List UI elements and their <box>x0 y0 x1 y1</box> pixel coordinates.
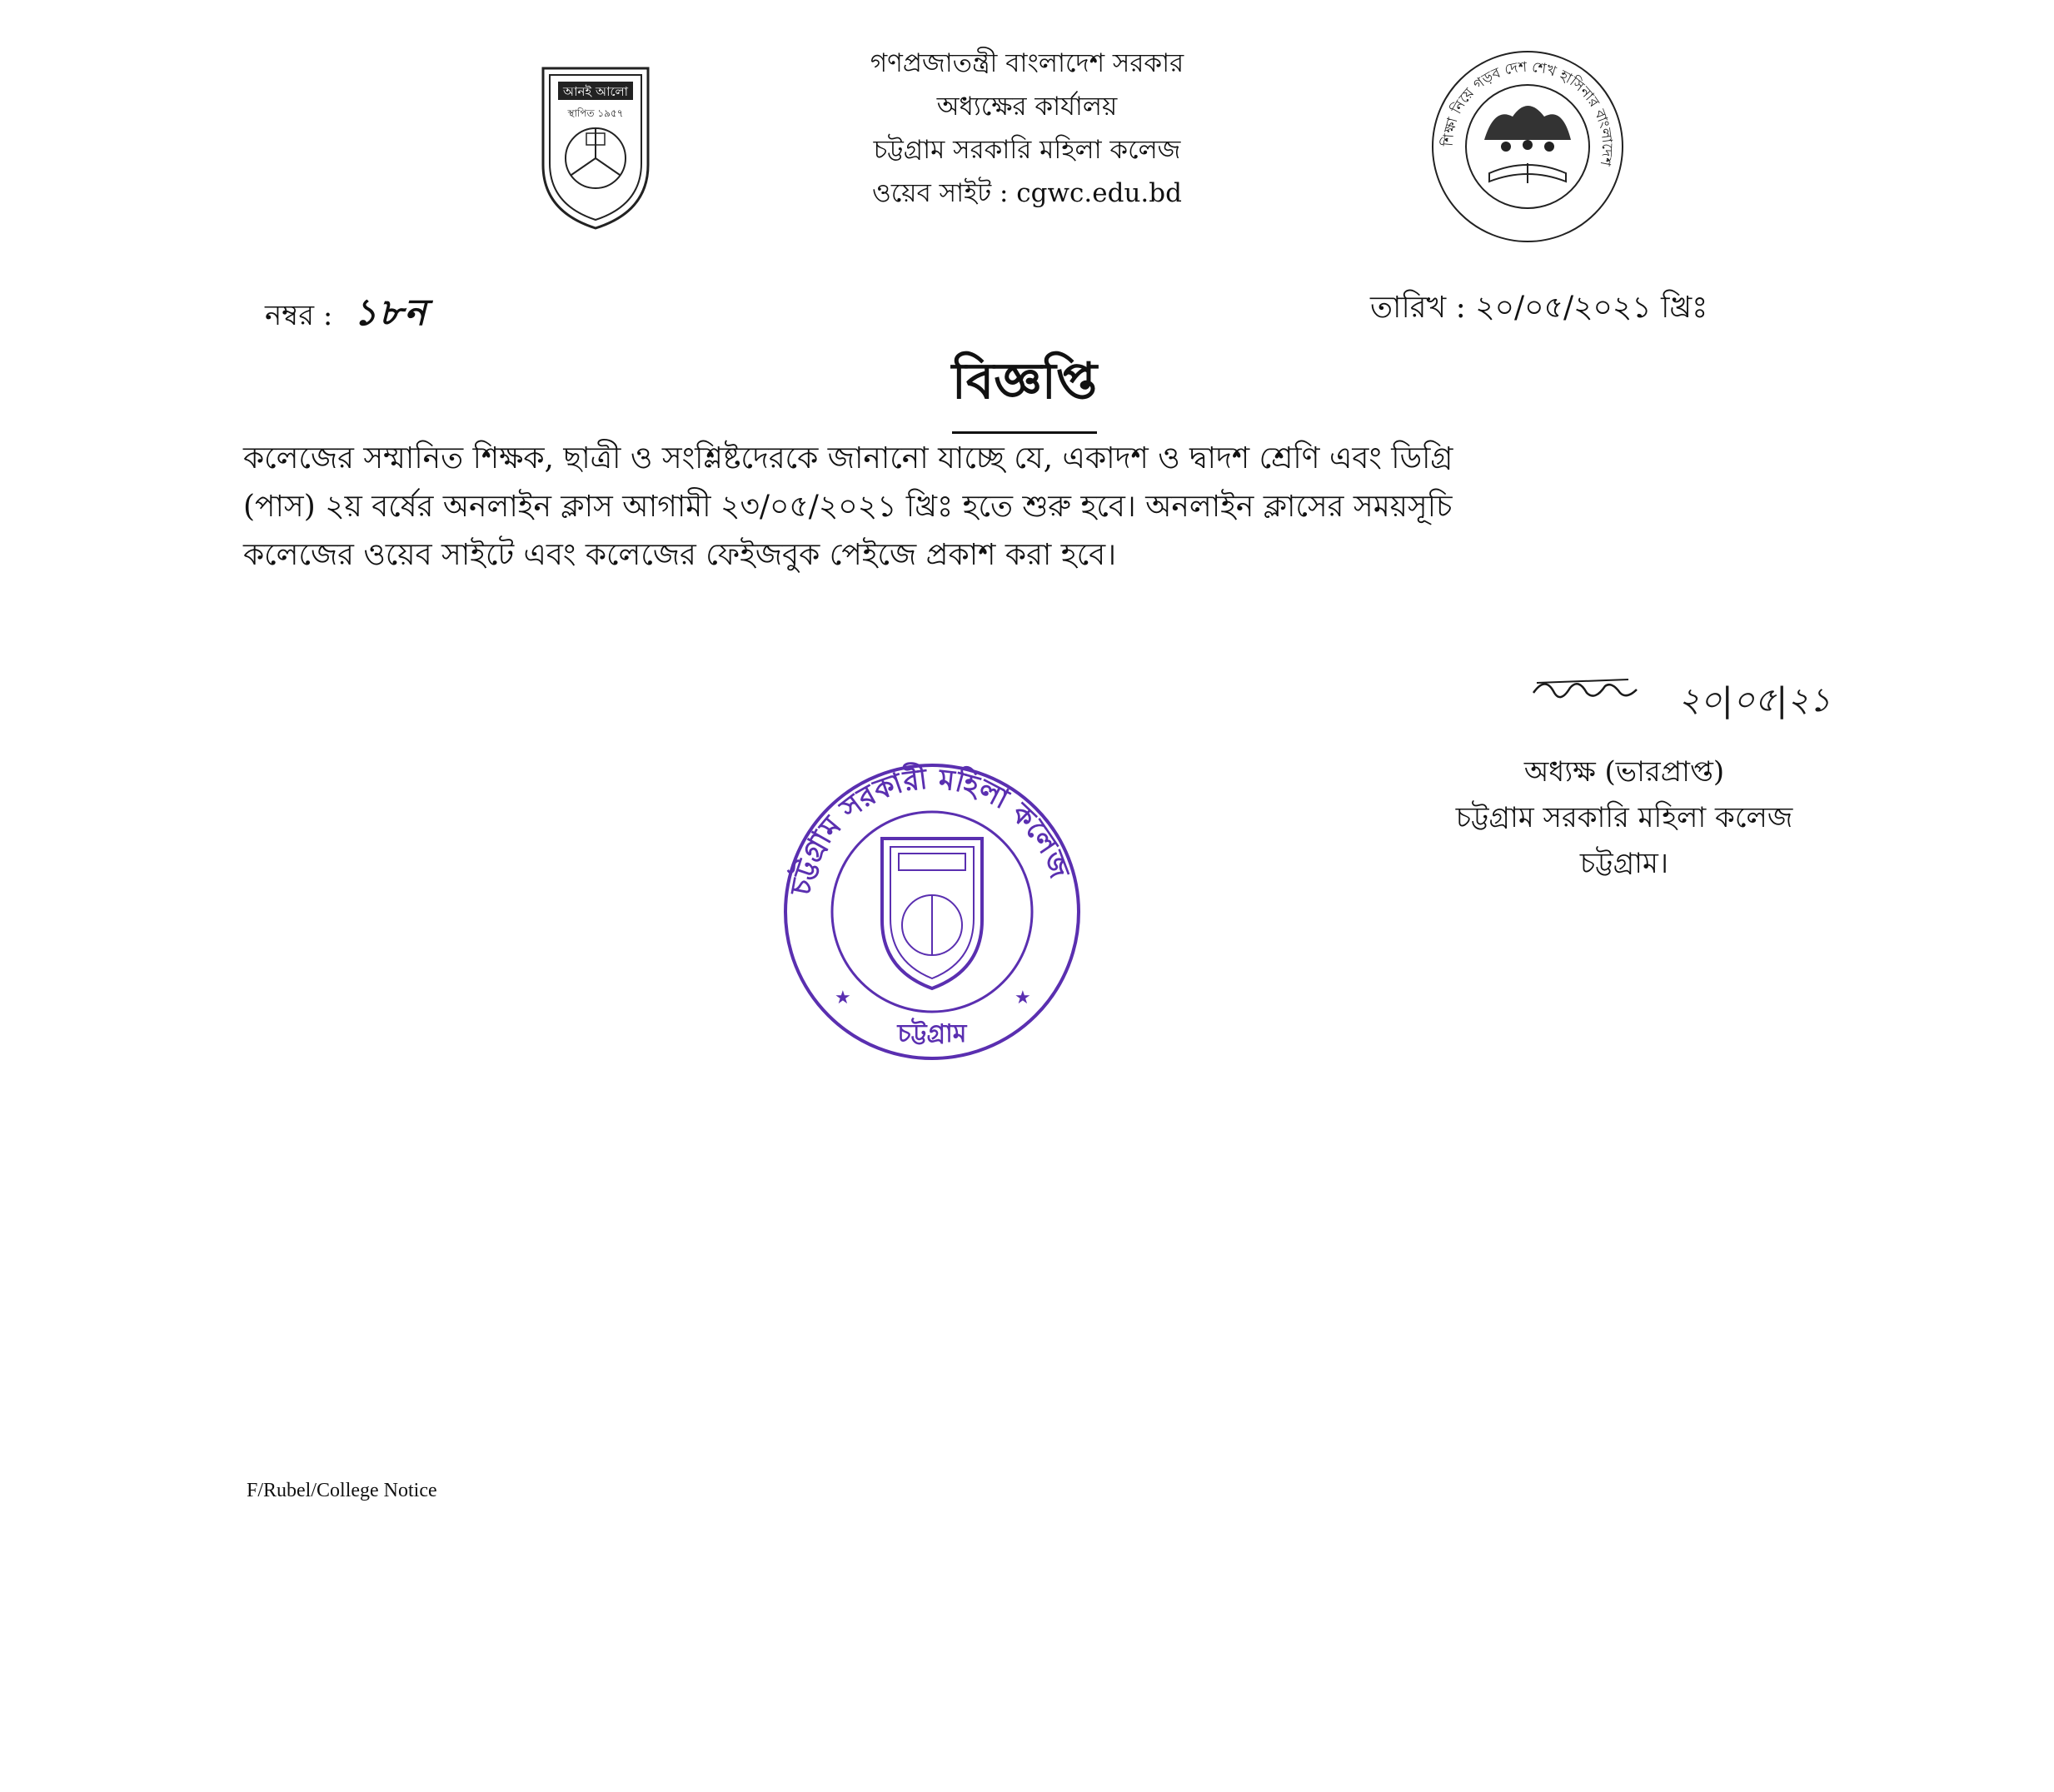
campaign-seal-logo <box>1429 48 1626 245</box>
college-crest-logo <box>540 65 651 231</box>
designation: অধ্যক্ষ (ভারপ্রাপ্ত) <box>1523 755 1725 789</box>
memo-value: ১৮ন <box>353 291 428 334</box>
svg-text:শিক্ষা নিয়ে গড়ব দেশ শেখ হাসি: শিক্ষা নিয়ে গড়ব দেশ শেখ হাসিনার বাংলাদেশ <box>1439 58 1616 167</box>
website-line: ওয়েব সাইট : cgwc.edu.bd <box>872 178 1182 208</box>
office-name: অধ্যক্ষের কার্যালয় <box>936 92 1118 122</box>
govt-name: গণপ্রজাতন্ত্রী বাংলাদেশ সরকার <box>870 48 1184 78</box>
svg-text:চট্টগ্রাম: চট্টগ্রাম <box>897 1019 967 1048</box>
body-line-3: কলেজের ওয়েব সাইটে এবং কলেজের ফেইজবুক পেইজে প্রকাশ করা হবে। <box>243 538 1117 572</box>
svg-text:স্থাপিত ১৯৫৭: স্থাপিত ১৯৫৭ <box>567 107 624 119</box>
svg-text:★: ★ <box>835 988 851 1008</box>
svg-text:★: ★ <box>1015 988 1031 1008</box>
svg-text:চট্টগ্রাম সরকারী মহিলা কলেজ: চট্টগ্রাম সরকারী মহিলা কলেজ <box>784 762 1076 898</box>
notice-title <box>858 343 1191 434</box>
date-label: তারিখ : <box>1370 291 1466 325</box>
title-text: বিজ্ঞপ্তি <box>952 343 1097 434</box>
memo-label: নম্বর : <box>265 299 333 332</box>
memo-number <box>265 285 427 346</box>
file-reference: F/Rubel/College Notice <box>247 1480 437 1501</box>
svg-text:২০|০৫|২১: ২০|০৫|২১ <box>1678 681 1831 719</box>
notice-date <box>1370 285 1708 335</box>
notice-body <box>243 435 1817 580</box>
svg-text:আনই আলো: আনই আলো <box>562 84 629 99</box>
handwritten-signature <box>1528 668 1903 734</box>
official-stamp <box>781 762 1083 1062</box>
signatory-institution: চট্টগ্রাম সরকারি মহিলা কলেজ <box>1455 801 1793 834</box>
letterhead <box>694 42 1360 215</box>
body-line-1: কলেজের সম্মানিত শিক্ষক, ছাত্রী ও সংশ্লিষ্টদেরকে জানানো যাচ্ছে যে, একাদশ ও দ্বাদশ শ্রেণি এবং ডিগ্রি <box>243 441 1453 475</box>
college-name: চট্টগ্রাম সরকারি মহিলা কলেজ <box>873 135 1181 165</box>
date-value: ২০/০৫/২০২১ খ্রিঃ <box>1475 291 1708 325</box>
signatory-block <box>1433 749 1816 887</box>
signatory-city: চট্টগ্রাম। <box>1579 847 1669 880</box>
body-line-2: (পাস) ২য় বর্ষের অনলাইন ক্লাস আগামী ২৩/০৫/২০২১ খ্রিঃ হতে শুরু হবে। অনলাইন ক্লাসের সময়সূচি <box>243 490 1453 524</box>
